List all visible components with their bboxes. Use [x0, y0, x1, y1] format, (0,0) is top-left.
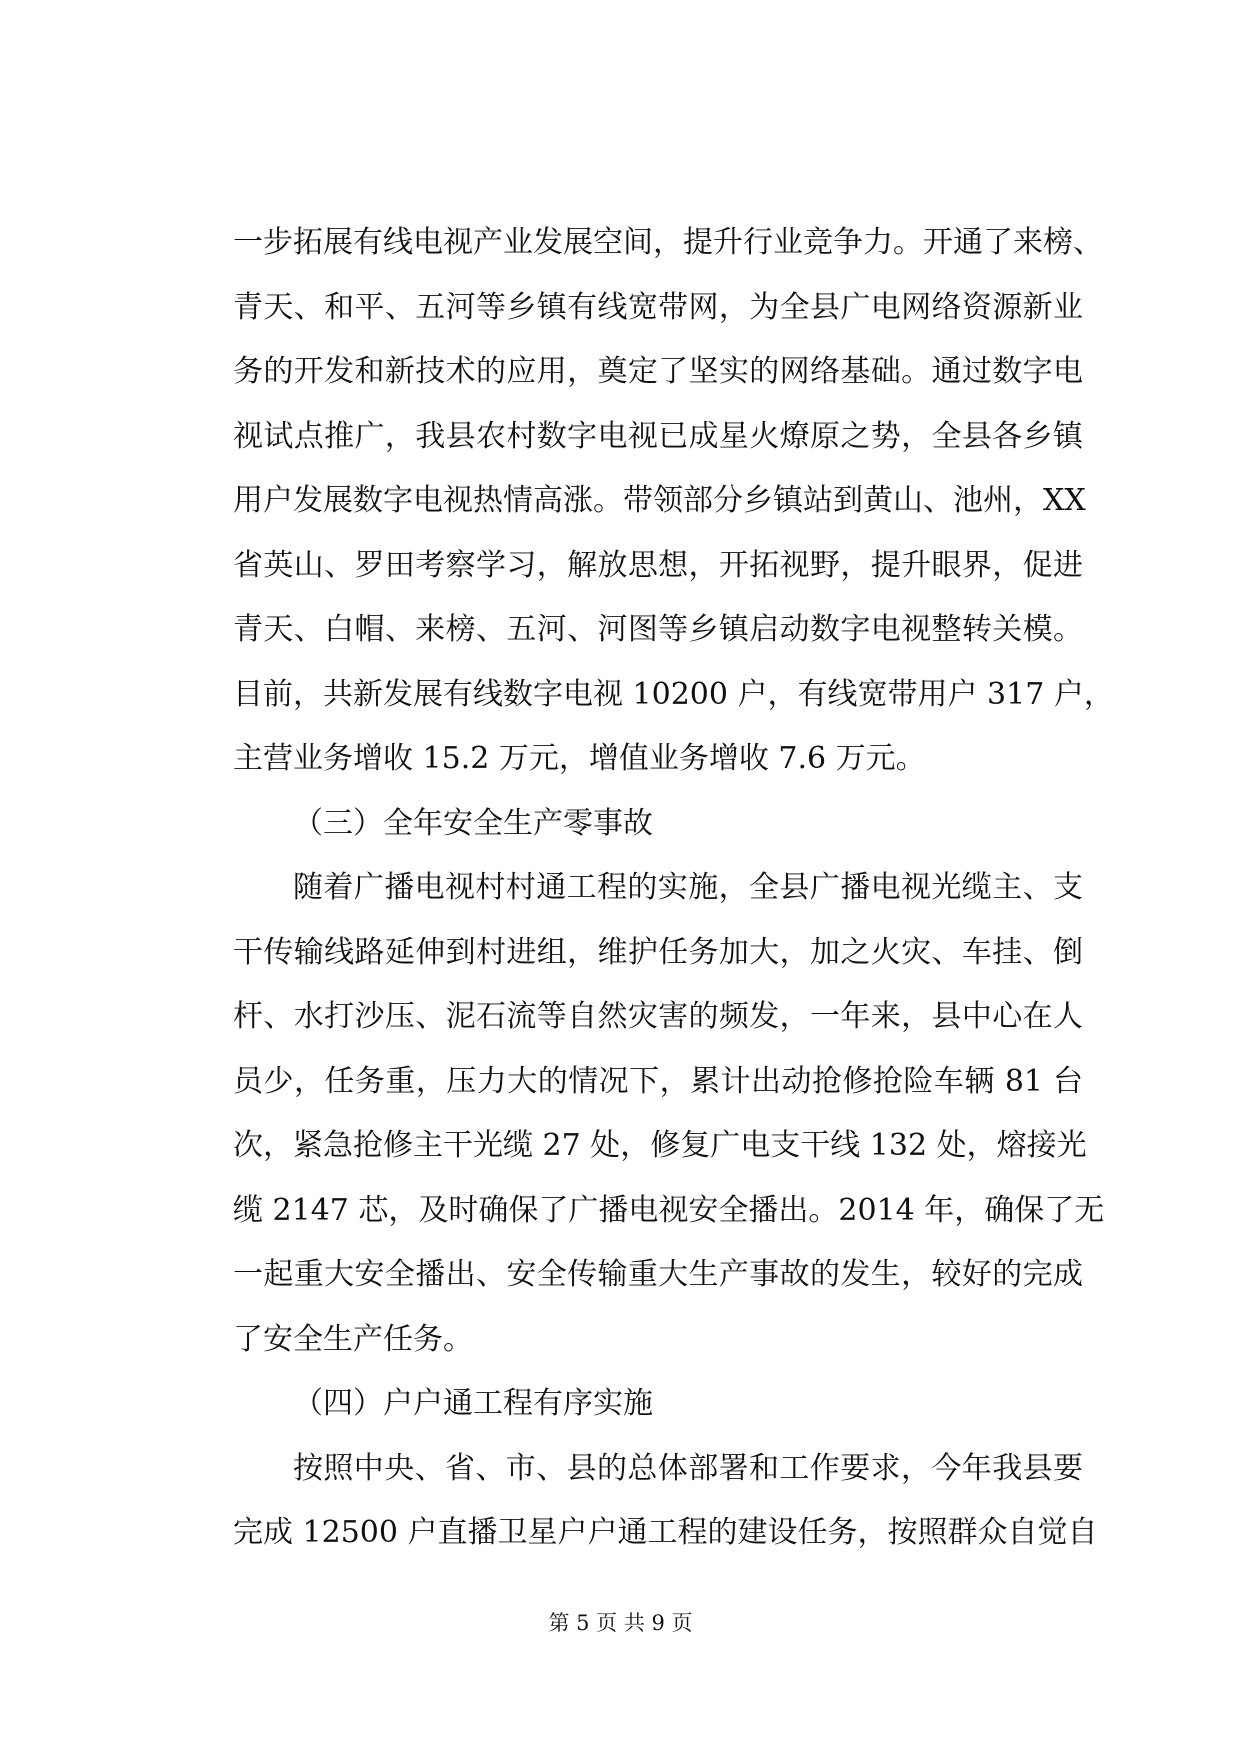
- paragraph-line: 缆 2147 芯，及时确保了广播电视安全播出。2014 年，确保了无: [233, 1192, 1105, 1228]
- paragraph-line: 了安全生产任务。: [233, 1321, 473, 1357]
- paragraph-line: 主营业务增收 15.2 万元，增值业务增收 7.6 万元。: [233, 741, 926, 776]
- paragraph-line: 一起重大安全播出、安全传输重大生产事故的发生，较好的完成: [233, 1257, 1083, 1292]
- paragraph-line: 目前，共新发展有线数字电视 10200 户，有线宽带用户 317 户，: [233, 676, 1114, 712]
- paragraph-line: 随着广播电视村村通工程的实施，全县广播电视光缆主、支: [293, 870, 1083, 905]
- body-text: [233, 211, 1114, 1566]
- paragraph-line: 员少，任务重，压力大的情况下，累计出动抢修抢险车辆 81 台: [233, 1063, 1083, 1099]
- paragraph-line: 完成 12500 户直播卫星户户通工程的建设任务，按照群众自觉自: [233, 1515, 1098, 1550]
- paragraph-line: 杆、水打沙压、泥石流等自然灾害的频发，一年来，县中心在人: [233, 999, 1083, 1034]
- paragraph-line: 青天、和平、五河等乡镇有线宽带网，为全县广电网络资源新业: [233, 289, 1083, 325]
- paragraph-line: 视试点推广，我县农村数字电视已成星火燎原之势，全县各乡镇: [233, 418, 1083, 454]
- paragraph-line: 次，紧急抢修主干光缆 27 处，修复广电支干线 132 处，熔接光: [233, 1128, 1087, 1163]
- paragraph-line: 一步拓展有线电视产业发展空间，提升行业竞争力。开通了来榜、: [233, 225, 1103, 260]
- paragraph-line: 干传输线路延伸到村进组，维护任务加大，加之火灾、车挂、倒: [233, 934, 1083, 970]
- paragraph-line: 省英山、罗田考察学习，解放思想，开拓视野，提升眼界，促进: [233, 547, 1083, 583]
- page-number-footer: 第 5 页 共 9 页: [548, 1611, 693, 1635]
- paragraph-line: 用户发展数字电视热情高涨。带领部分乡镇站到黄山、池州，XX: [233, 483, 1086, 518]
- paragraph-line: 按照中央、省、市、县的总体部署和工作要求，今年我县要: [293, 1450, 1083, 1486]
- paragraph-line: 青天、白帽、来榜、五河、河图等乡镇启动数字电视整转关模。: [233, 612, 1083, 647]
- section-heading: （三）全年安全生产零事故: [293, 805, 653, 841]
- paragraph-line: 务的开发和新技术的应用，奠定了坚实的网络基础。通过数字电: [233, 354, 1083, 389]
- section-heading: （四）户户通工程有序实施: [293, 1386, 653, 1421]
